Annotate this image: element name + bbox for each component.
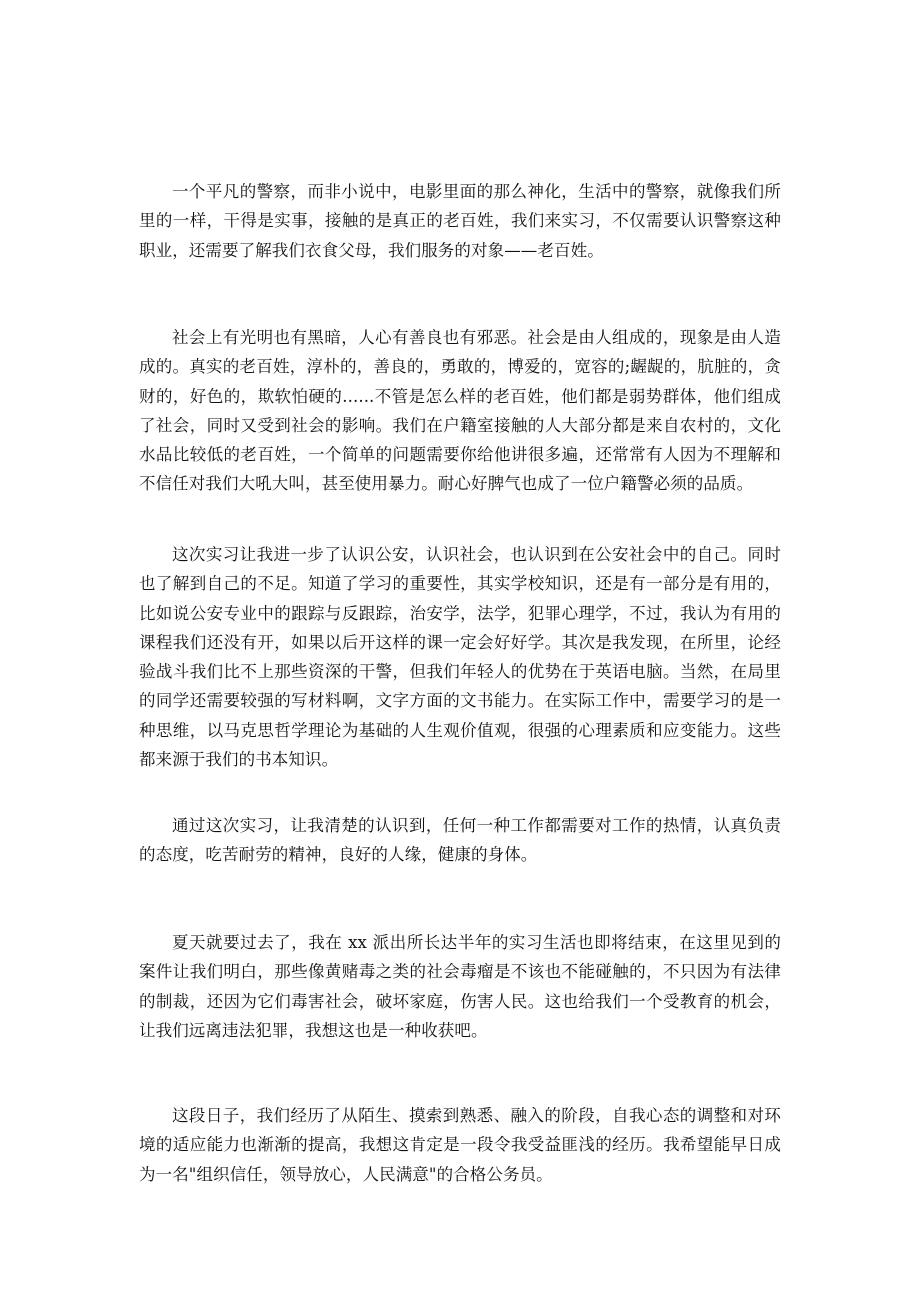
paragraph-3: 这次实习让我进一步了认识公安，认识社会，也认识到在公安社会中的自己。同时也了解到自己的不足。知道了学习的重要性，其实学校知识，还是有一部分是有用的，比如说公安专业中的跟踪与反跟踪，治安学，法学，犯罪心理学，不过，我认为有用的课程我们还没有开，如果以后开这样的课一定会好好学。其次是我发现，在所里，论经验战斗我们比不上那些资深的干警，但我们年轻人的优势在于英语电脑。当然，在局里的同学还需要较强的写材料啊，文字方面的文书能力。在实际工作中，需要学习的是一种思维，以马克思哲学理论为基础的人生观价值观，很强的心理素质和应变能力。这些都来源于我们的书本知识。: [139, 545, 781, 770]
paragraph-4: 通过这次实习，让我清楚的认识到，任何一种工作都需要对工作的热情，认真负责的态度，吃苦耐劳的精神，良好的人缘，健康的身体。: [139, 816, 781, 865]
paragraph-2: 社会上有光明也有黑暗，人心有善良也有邪恶。社会是由人组成的，现象是由人造成的。真实的老百姓，淳朴的，善良的，勇敢的，博爱的，宽容的;龌龊的，肮脏的，贪财的，好色的，欺软怕硬的......不管是怎么样的老百姓，他们都是弱势群体，他们组成了社会，同时又受到社会的影响。我们在户籍室接触的人大部分都是来自农村的，文化水品比较低的老百姓，一个简单的问题需要你给他讲很多遍，还常常有人因为不理解和不信任对我们大吼大叫，甚至使用暴力。耐心好脾气也成了一位户籍警必须的品质。: [139, 328, 781, 494]
paragraph-6: 这段日子，我们经历了从陌生、摸索到熟悉、融入的阶段，自我心态的调整和对环境的适应能力也渐渐的提高，我想这肯定是一段令我受益匪浅的经历。我希望能早日成为一名"组织信任，领导放心，人民满意"的合格公务员。: [139, 1106, 781, 1184]
paragraph-5: 夏天就要过去了，我在 xx 派出所长达半年的实习生活也即将结束，在这里见到的案件让我们明白，那些像黄赌毒之类的社会毒瘤是不该也不能碰触的，不只因为有法律的制裁，还因为它们毒害社会，破坏家庭，伤害人民。这也给我们一个受教育的机会，让我们远离违法犯罪，我想这也是一种收获吧。: [139, 933, 781, 1040]
paragraph-1: 一个平凡的警察，而非小说中，电影里面的那么神化，生活中的警察，就像我们所里的一样，干得是实事，接触的是真正的老百姓，我们来实习，不仅需要认识警察这种职业，还需要了解我们衣食父母，我们服务的对象——老百姓。: [139, 182, 781, 260]
